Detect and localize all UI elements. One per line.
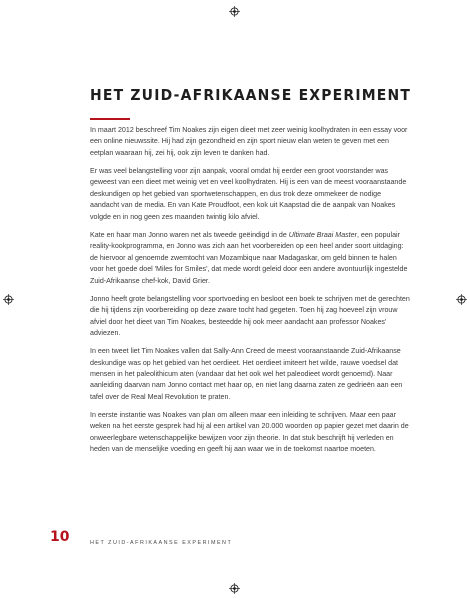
show-title: Ultimate Braai Master [288,230,357,239]
body-text [90,125,412,462]
running-footer-title: HET ZUID-AFRIKAANSE EXPERIMENT [90,540,233,546]
paragraph-6: In eerste instantie was Noakes van plan om alleen maar een inleiding te schrijven. Maar een paar weken na het eerste gesprek had hij al een artikel van 20.000 woorden op papier gezet met daarin de onweerlegbare wetenschappelijke bewijzen voor zijn theorie. In dat stuk beschrijft hij verleden en heden van de menselijke voeding en geeft hij aan waar we in de toekomst naartoe moeten. [90,410,409,454]
page-number: 10 [50,529,70,545]
paragraph-4: Jonno heeft grote belangstelling voor sportvoeding en besloot een boek te schrijven met de gerechten die hij tijdens zijn voorbereiding op deze zware tocht had gegeten. Toen hij zag hoeveel zijn vrouw afviel door het dieet van Tim Noakes, besteedde hij ook meer aandacht aan professor Noakes' adviezen. [90,294,410,338]
registration-mark-bottom-icon [229,583,240,594]
paragraph-3-start: Kate en haar man Jonno waren net als tweede geëindigd in de [90,230,289,239]
chapter-title: HET ZUID-AFRIKAANSE EXPERIMENT [90,86,412,104]
registration-mark-right-icon [456,294,467,305]
paragraph-1: In maart 2012 beschreef Tim Noakes zijn eigen dieet met zeer weinig koolhydraten in een essay voor een online nieuwssite. Hij had zijn gezondheid en zijn sport nieuw elan weten te geven met een eetplan waaraan hij, zei hij, ook zijn leven te danken had. [90,126,408,157]
registration-mark-top-icon [229,6,240,17]
paragraph-3-end: , een populair reality-kookprogramma, en Jonno was zich aan het voorbereiden op een heel ander soort uitdaging: de hiervoor al genoemde zwemtocht van Mozambique naar Madagaskar, om geld binnen te halen voor het goede doel 'Miles for Smiles', dat mede wordt geleid door een andere avontuurlijk ingestelde Zuid-Afrikaanse chef-kok, David Grier. [90,230,408,285]
paragraph-5: In een tweet liet Tim Noakes vallen dat Sally-Ann Creed de meest vooraanstaande Zuid-Afrikaanse deskundige was op het gebied van het oerdieet. Het oerdieet imiteert het wilde, rauwe voedsel dat mensen in het paleolithicum aten (vandaar dat het ook wel het paleodieet wordt genoemd). Naar aanleiding daarvan nam Jonno contact met haar op, en niet lang daarna zaten ze gedrieën aan een tafel over de Real Meal Revolution te praten. [90,347,403,401]
paragraph-3 [90,230,412,287]
paragraph-2: Er was veel belangstelling voor zijn aanpak, vooral omdat hij eerder een groot voorstander was geweest van een dieet met weinig vet en veel koolhydraten. Hij is een van de meest vooraanstaande deskundigen op het gebied van sportwetenschappen, en dus trok deze ommekeer de nodige aandacht van de media. En van Kate Proudfoot, een kok uit Kaapstad die de aanpak van Noakes volgde en in nog geen zes maanden twintig kilo afviel. [90,166,407,221]
title-accent-rule [90,118,130,120]
registration-mark-left-icon [3,294,14,305]
